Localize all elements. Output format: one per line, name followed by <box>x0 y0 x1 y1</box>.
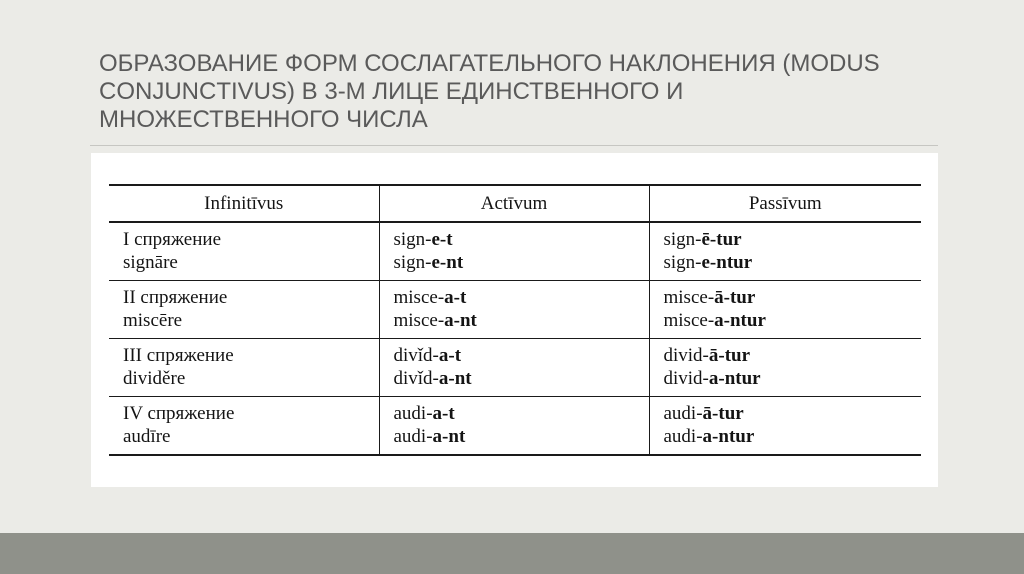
activum-cell <box>379 222 649 281</box>
activum-plural <box>394 309 649 332</box>
infinitive-form: signāre <box>123 252 178 273</box>
title-divider <box>90 145 938 146</box>
conjugation-label: I спряжение <box>123 229 221 250</box>
ending: a-nt <box>444 310 477 331</box>
table-row <box>109 339 921 397</box>
conjugation-table <box>109 184 921 456</box>
stem: audi- <box>393 426 433 447</box>
ending: a-ntur <box>702 426 755 447</box>
activum-singular <box>394 228 649 251</box>
infinitive-cell <box>109 397 379 456</box>
stem: audi- <box>393 403 433 424</box>
slide-title: ОБРАЗОВАНИЕ ФОРМ СОСЛАГАТЕЛЬНОГО НАКЛОНЕНИЯ (MODUS CONJUNCTIVUS) В 3-М ЛИЦЕ ЕДИНСТВЕННОГО И МНОЖЕСТВЕННОГО ЧИСЛА <box>99 50 880 133</box>
passivum-cell <box>649 339 921 397</box>
table-row <box>109 397 921 456</box>
table-image-panel <box>91 153 938 487</box>
ending: a-nt <box>432 426 466 447</box>
ending: a-nt <box>438 368 472 389</box>
ending: ā-tur <box>714 287 756 308</box>
ending: a-t <box>438 345 462 366</box>
infinitive-cell <box>109 281 379 339</box>
stem: sign- <box>663 252 702 273</box>
conjugation-label: IV спряжение <box>123 403 235 424</box>
activum-plural <box>394 367 649 390</box>
stem: misce- <box>393 310 445 331</box>
infinitive-cell <box>109 339 379 397</box>
stem: divǐd- <box>393 368 439 389</box>
ending: a-ntur <box>714 310 766 331</box>
conjugation-label: II спряжение <box>123 287 228 308</box>
passivum-singular <box>664 402 922 425</box>
passivum-singular <box>664 286 922 309</box>
passivum-cell <box>649 281 921 339</box>
passivum-singular <box>664 228 922 251</box>
header-passivum: Passīvum <box>649 185 921 222</box>
passivum-plural <box>664 251 922 274</box>
activum-singular <box>394 402 649 425</box>
ending: ā-tur <box>702 403 744 424</box>
infinitive-cell <box>109 222 379 281</box>
ending: e-ntur <box>701 252 753 273</box>
stem: audi- <box>663 403 703 424</box>
stem: misce- <box>393 287 445 308</box>
stem: sign- <box>393 252 432 273</box>
ending: ā-tur <box>708 345 751 366</box>
passivum-plural <box>664 425 922 448</box>
ending: a-t <box>444 287 467 308</box>
activum-plural <box>394 425 649 448</box>
activum-singular <box>394 344 649 367</box>
stem: divǐd- <box>393 345 439 366</box>
stem: audi- <box>663 426 703 447</box>
infinitive-form: audīre <box>123 426 171 447</box>
ending: e-nt <box>431 252 464 273</box>
activum-singular <box>394 286 649 309</box>
passivum-singular <box>664 344 922 367</box>
passivum-plural <box>664 367 922 390</box>
infinitive-form: miscēre <box>123 310 183 331</box>
ending: a-t <box>432 403 455 424</box>
stem: divid- <box>663 345 709 366</box>
ending: ē-tur <box>701 229 742 250</box>
stem: misce- <box>663 287 715 308</box>
infinitive-form: dividěre <box>123 368 186 389</box>
stem: misce- <box>663 310 715 331</box>
table-row <box>109 281 921 339</box>
activum-cell <box>379 281 649 339</box>
passivum-plural <box>664 309 922 332</box>
activum-cell <box>379 397 649 456</box>
header-infinitivus: Infinitīvus <box>109 185 379 222</box>
activum-plural <box>394 251 649 274</box>
passivum-cell <box>649 222 921 281</box>
activum-cell <box>379 339 649 397</box>
header-activum: Actīvum <box>379 185 649 222</box>
ending: e-t <box>431 229 453 250</box>
table-header-row <box>109 185 921 222</box>
ending: a-ntur <box>708 368 761 389</box>
stem: sign- <box>663 229 702 250</box>
passivum-cell <box>649 397 921 456</box>
footer-bar <box>0 533 1024 574</box>
table-row <box>109 222 921 281</box>
stem: divid- <box>663 368 709 389</box>
conjugation-label: III спряжение <box>123 345 234 366</box>
stem: sign- <box>393 229 432 250</box>
